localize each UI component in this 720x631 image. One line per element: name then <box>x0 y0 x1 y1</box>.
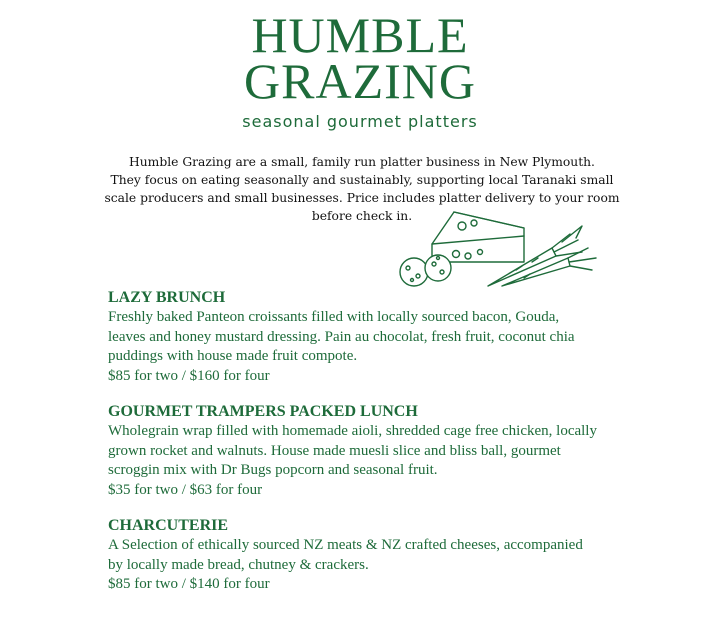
intro-line-2: They focus on eating seasonally and sustainably, supporting local Taranaki small <box>110 173 614 187</box>
section-description-line: Wholegrain wrap filled with homemade aioli, shredded cage free chicken, locally <box>108 423 597 439</box>
intro-line-4: before check in. <box>311 209 413 223</box>
section-title: GOURMET TRAMPERS PACKED LUNCH <box>108 403 418 420</box>
brand-logo <box>0 7 720 109</box>
tagline: seasonal gourmet platters <box>242 112 478 131</box>
section-description-line: by locally made bread, chutney & crackers. <box>108 556 369 573</box>
intro-line-3: scale producers and small businesses. Price includes platter delivery to your room <box>104 191 620 205</box>
menu-section-charcuterie <box>108 516 668 595</box>
logo-line-1: HUMBLE <box>251 7 469 63</box>
intro-line-1: Humble Grazing are a small, family run platter business in New Plymouth. <box>129 155 595 169</box>
section-price: $35 for two / $63 for four <box>108 481 263 498</box>
logo-line-2: GRAZING <box>244 53 476 109</box>
section-description-line: Freshly baked Panteon croissants filled with locally sourced bacon, Gouda, <box>108 309 560 325</box>
section-price: $85 for two / $160 for four <box>108 367 270 384</box>
menu-section-packed-lunch <box>108 402 668 500</box>
cheese-carrots-illustration-icon <box>392 206 612 292</box>
section-title: CHARCUTERIE <box>108 517 229 534</box>
section-description-line: A Selection of ethically sourced NZ meats & NZ crafted cheeses, accompanied <box>108 537 583 553</box>
menu-section-lazy-brunch <box>108 288 668 386</box>
section-description-line: puddings with house made fruit compote. <box>108 348 358 364</box>
section-title: LAZY BRUNCH <box>108 289 226 306</box>
section-description-line: scroggin mix with Dr Bugs popcorn and seasonal fruit. <box>108 462 438 478</box>
section-description-line: grown rocket and walnuts. House made muesli slice and bliss ball, gourmet <box>108 442 561 459</box>
section-price: $85 for two / $140 for four <box>108 576 270 592</box>
section-description-line: leaves and honey mustard dressing. Pain au chocolat, fresh fruit, coconut chia <box>108 328 575 345</box>
